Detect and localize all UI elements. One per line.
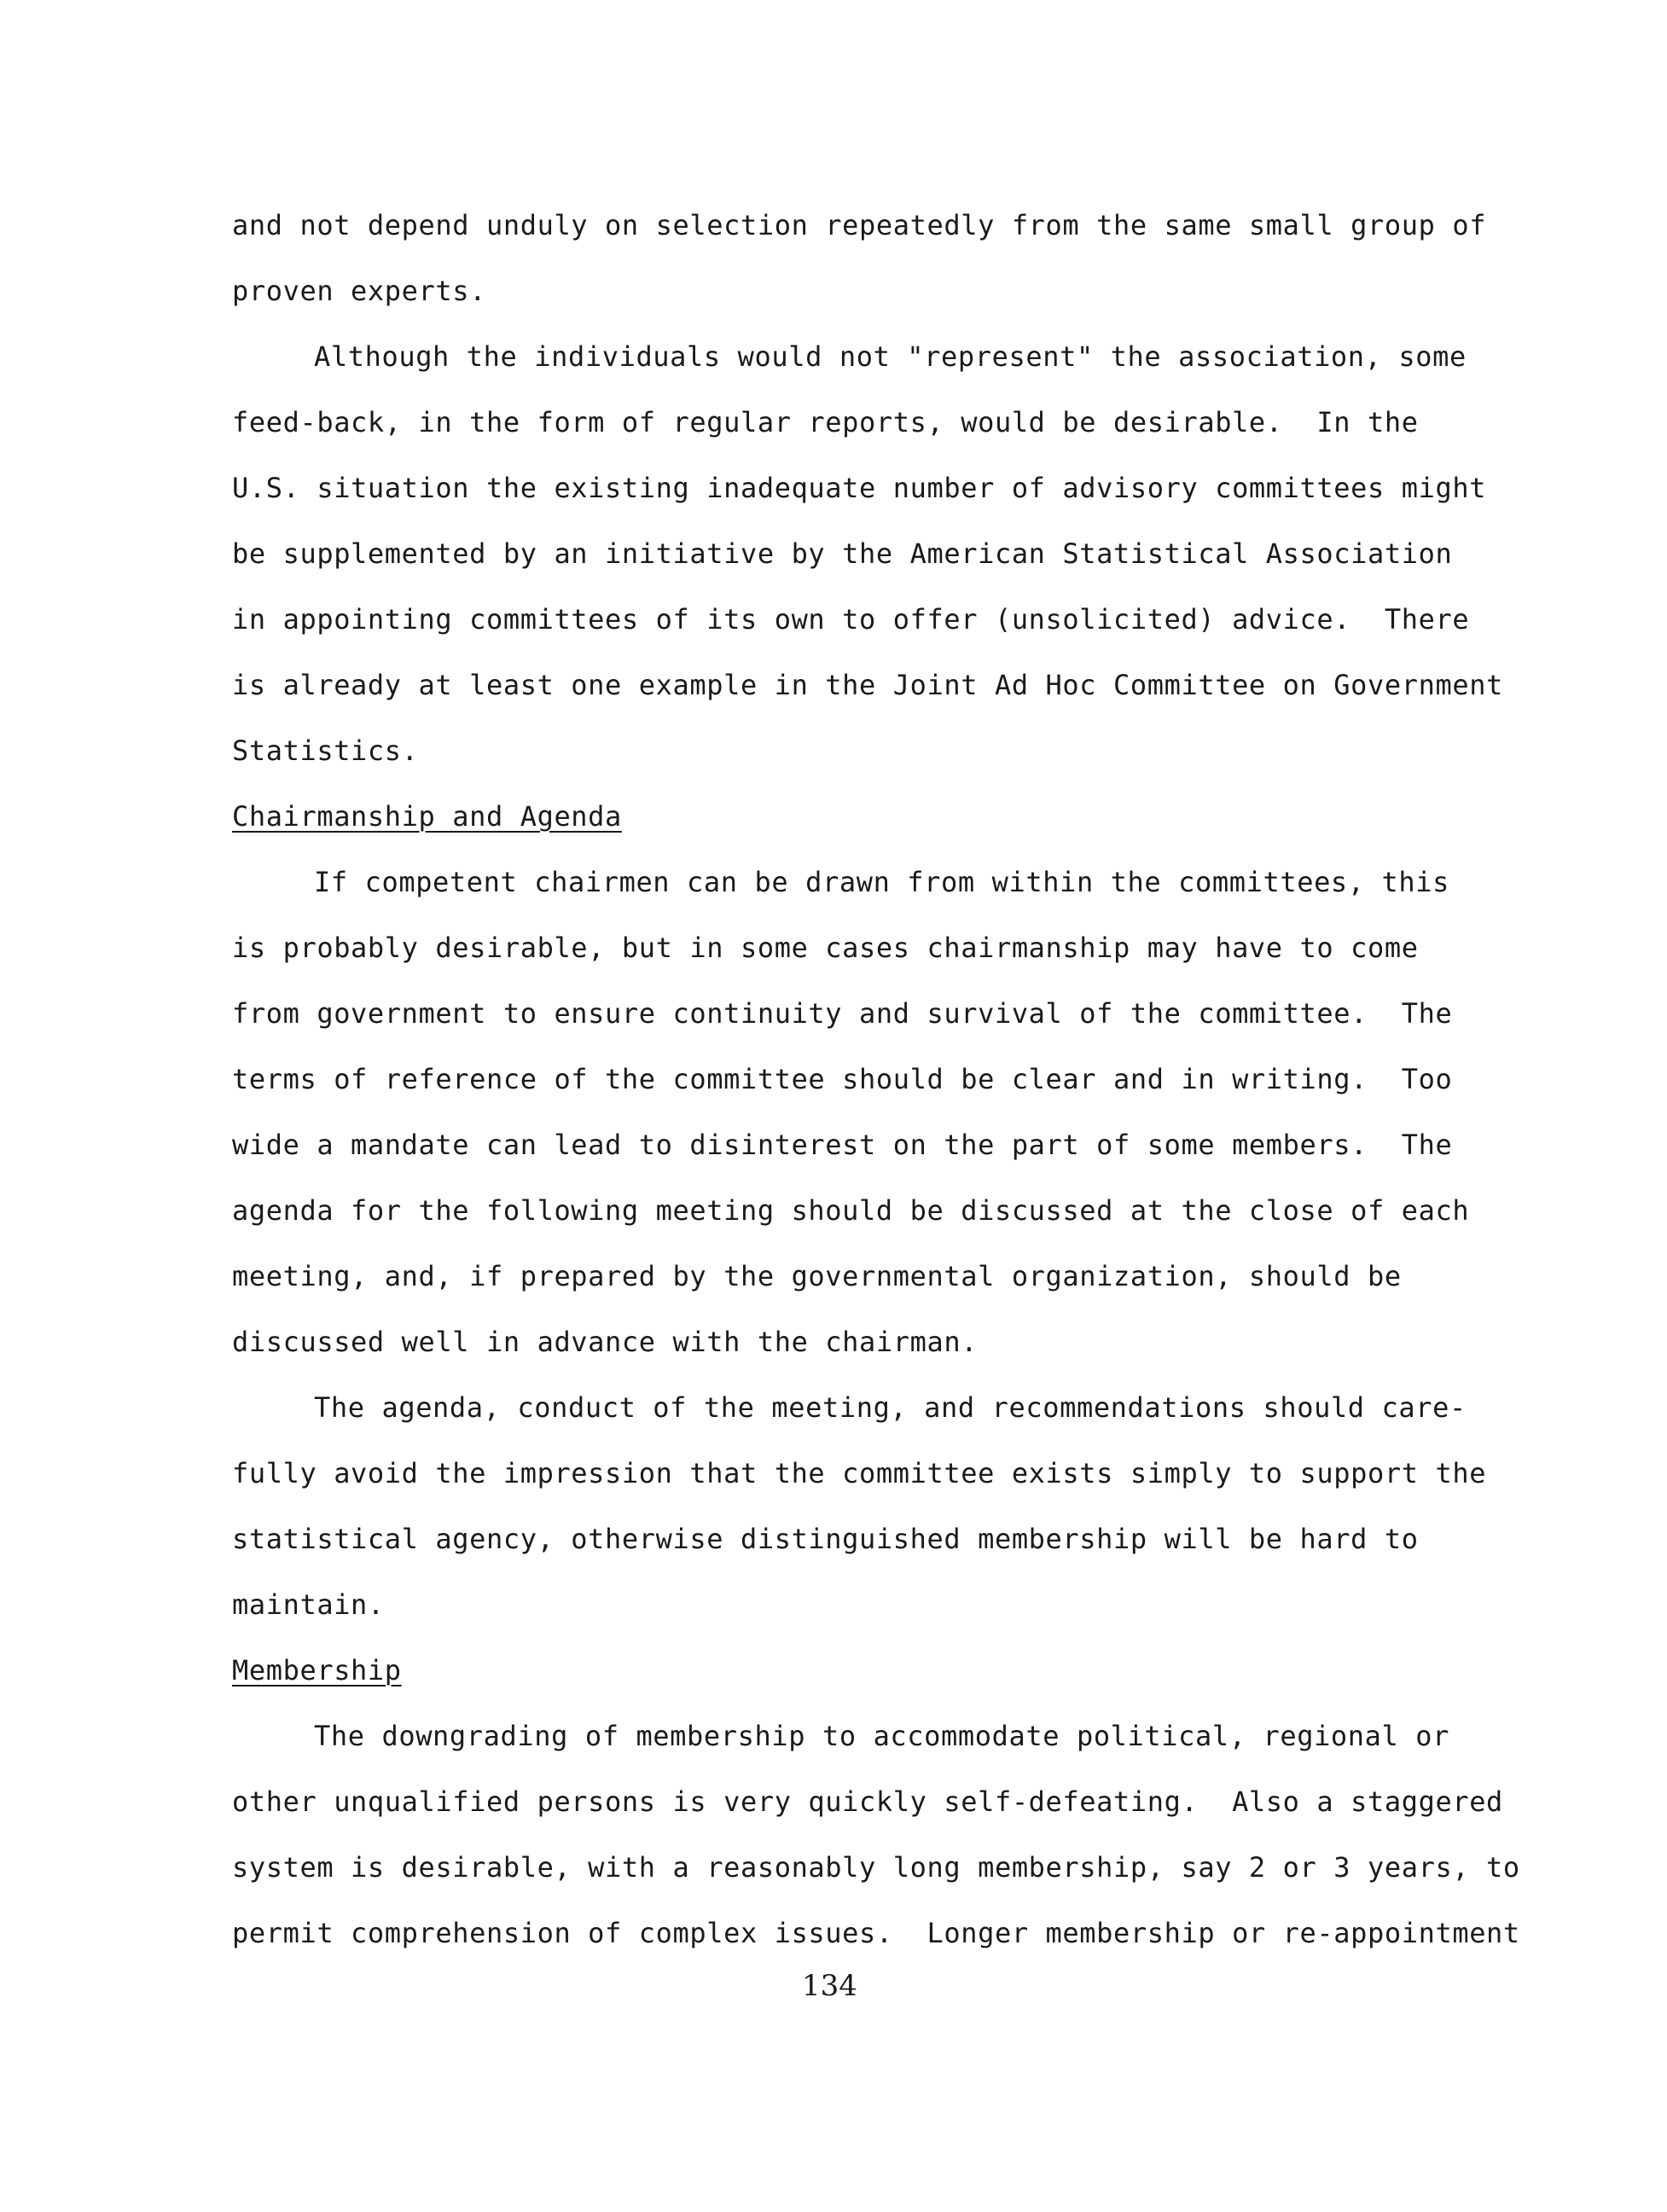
text-line: statistical agency, otherwise distinguished membership will be hard to xyxy=(232,1523,1419,1555)
text-line: The downgrading of membership to accommodate political, regional or xyxy=(314,1720,1449,1752)
text-line: is already at least one example in the Joint Ad Hoc Committee on Government xyxy=(232,669,1503,701)
text-line: terms of reference of the committee should be clear and in writing. Too xyxy=(232,1063,1453,1095)
text-line: system is desirable, with a reasonably long membership, say 2 or 3 years, to xyxy=(232,1851,1520,1884)
text-line: If competent chairmen can be drawn from within the committees, this xyxy=(314,866,1449,898)
text-line: other unqualified persons is very quickly self-defeating. Also a staggered xyxy=(232,1785,1503,1818)
text-line: discussed well in advance with the chairman. xyxy=(232,1326,979,1358)
text-line: U.S. situation the existing inadequate number of advisory committees might xyxy=(232,472,1487,504)
text-line: Although the individuals would not "represent" the association, some xyxy=(314,340,1467,373)
text-line: be supplemented by an initiative by the American Statistical Association xyxy=(232,537,1453,570)
text-line: Statistics. xyxy=(232,734,419,767)
text-line: proven experts. xyxy=(232,275,486,307)
text-line: permit comprehension of complex issues. Longer membership or re-appointment xyxy=(232,1917,1520,1949)
text-line: fully avoid the impression that the committee exists simply to support the xyxy=(232,1457,1487,1489)
text-line: The agenda, conduct of the meeting, and recommendations should care- xyxy=(314,1391,1467,1424)
text-line: from government to ensure continuity and survival of the committee. The xyxy=(232,997,1453,1030)
text-line: agenda for the following meeting should be discussed at the close of each xyxy=(232,1194,1470,1227)
text-line: feed-back, in the form of regular reports, would be desirable. In the xyxy=(232,406,1419,438)
text-line: wide a mandate can lead to disinterest on the part of some members. The xyxy=(232,1129,1453,1161)
text-line: meeting, and, if prepared by the governmental organization, should be xyxy=(232,1260,1402,1292)
section-heading-chairmanship: Chairmanship and Agenda xyxy=(232,800,622,833)
text-line: maintain. xyxy=(232,1588,385,1621)
text-line: and not depend unduly on selection repeatedly from the same small group of xyxy=(232,209,1487,241)
section-heading-membership: Membership xyxy=(232,1654,402,1687)
text-line: in appointing committees of its own to offer (unsolicited) advice. There xyxy=(232,603,1470,636)
page-number: 134 xyxy=(802,1969,857,2003)
text-line: is probably desirable, but in some cases chairmanship may have to come xyxy=(232,932,1419,964)
